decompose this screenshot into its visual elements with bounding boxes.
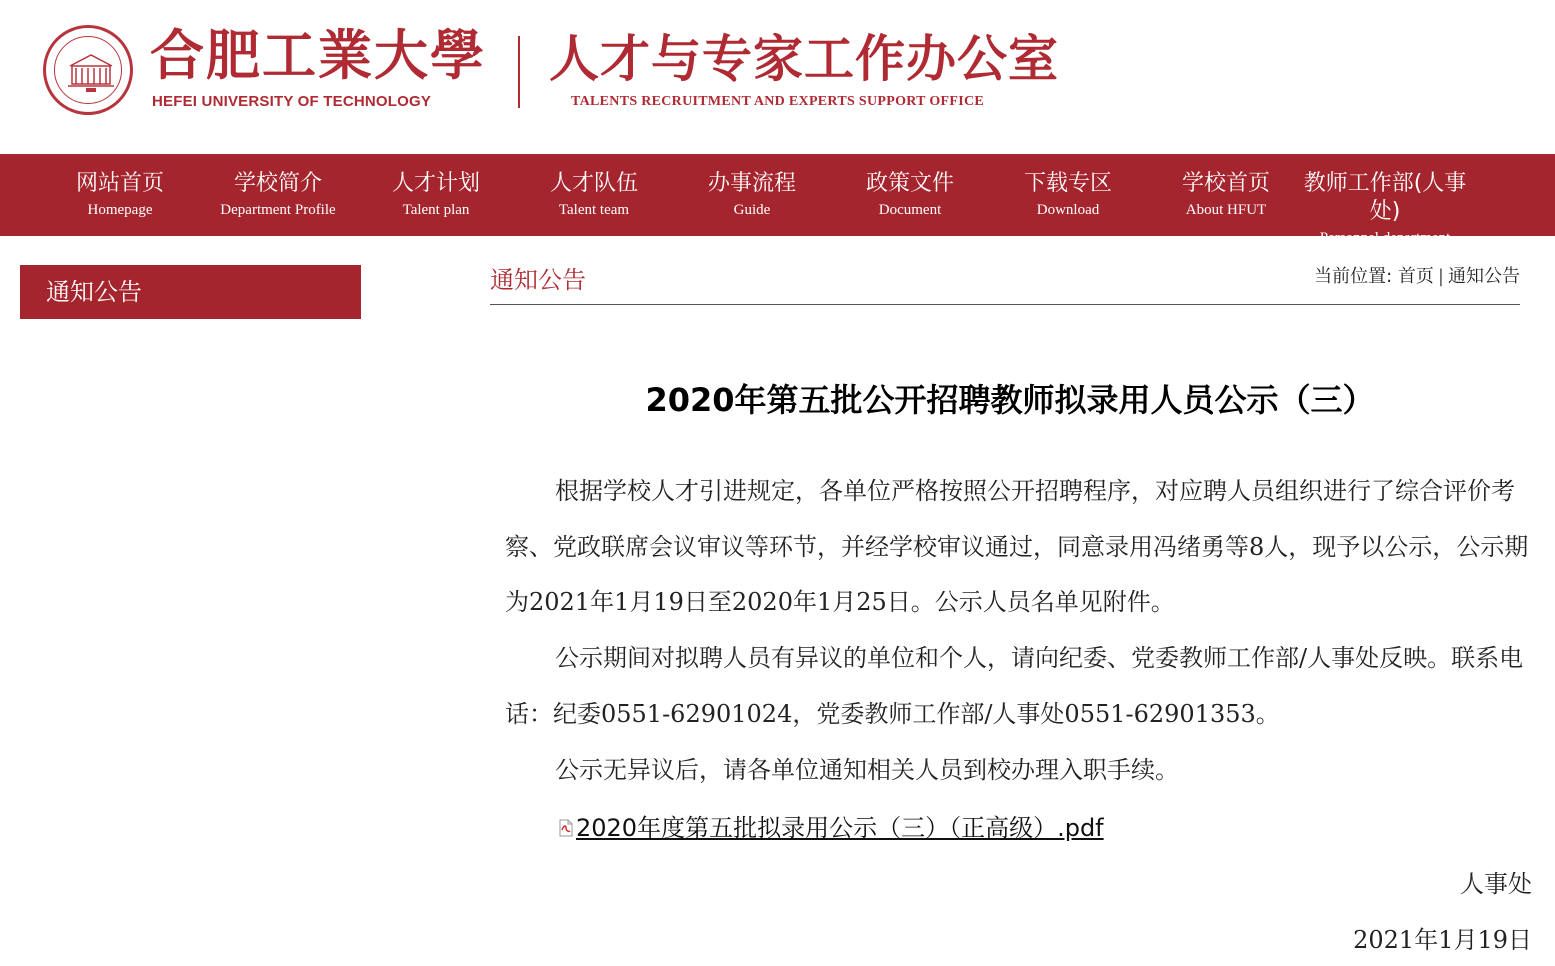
breadcrumb-current-link[interactable]: 通知公告 — [1448, 266, 1520, 287]
nav-label-cn: 网站首页 — [75, 171, 164, 196]
university-name-cn: 合肥工業大學 — [150, 23, 486, 87]
nav-label-cn: 教师工作部(人事处) — [1303, 171, 1467, 224]
nav-item-talent-plan[interactable] — [356, 154, 516, 236]
nav-label-en: Talent plan — [402, 202, 470, 218]
sidebar-title[interactable]: 通知公告 — [20, 265, 361, 319]
nav-label-cn: 政策文件 — [865, 171, 954, 196]
nav-label-cn: 学校首页 — [1181, 171, 1270, 196]
site-header — [0, 0, 1555, 154]
header-divider — [518, 36, 520, 108]
article-paragraph: 公示无异议后，请各单位通知相关人员到校办理入职手续。 — [555, 756, 1179, 784]
nav-label-en: Personnel department — [1319, 230, 1451, 246]
breadcrumb-label: 当前位置: — [1314, 266, 1393, 287]
university-name-en: HEFEI UNIVERSITY OF TECHNOLOGY — [152, 93, 432, 110]
nav-label-en: Download — [1036, 202, 1100, 218]
nav-label-cn: 办事流程 — [707, 171, 796, 196]
breadcrumb-separator: | — [1437, 266, 1444, 287]
nav-label-en: Homepage — [87, 202, 153, 218]
nav-label-cn: 下载专区 — [1023, 171, 1112, 196]
article-paragraph: 根据学校人才引进规定，各单位严格按照公开招聘程序，对应聘人员组织进行了综合评价考察、党政联席会议审议等环节，并经学校审议通过，同意录用冯绪勇等8人，现予以公示，公示期为2021年1月19日至2020年1月25日。公示人员名单见附件。 — [505, 477, 1529, 616]
nav-label-en: Department Profile — [220, 202, 336, 218]
nav-item-department-profile[interactable] — [198, 154, 358, 236]
content-header — [490, 260, 1520, 305]
article-title: 2020年第五批公开招聘教师拟录用人员公示（三） — [645, 381, 1375, 419]
nav-label-en: Document — [878, 202, 942, 218]
main-nav — [0, 154, 1555, 246]
attachment-link[interactable] — [558, 808, 1104, 848]
nav-item-about-hfut[interactable] — [1146, 154, 1306, 236]
building-icon — [46, 28, 136, 118]
breadcrumb — [1314, 265, 1520, 289]
nav-item-download[interactable] — [988, 154, 1148, 236]
breadcrumb-home-link[interactable]: 首页 — [1397, 266, 1434, 287]
article-paragraph: 公示期间对拟聘人员有异议的单位和个人，请向纪委、党委教师工作部/人事处反映。联系电话：纪委0551-62901024，党委教师工作部/人事处0551-62901353。 — [505, 644, 1524, 728]
nav-item-talent-team[interactable] — [514, 154, 674, 236]
nav-item-homepage[interactable] — [40, 154, 200, 236]
nav-label-en: About HFUT — [1185, 202, 1267, 218]
pdf-icon — [558, 819, 574, 837]
nav-label-cn: 学校简介 — [233, 171, 322, 196]
attachment-filename: 2020年度第五批拟录用公示（三）（正高级）.pdf — [576, 814, 1104, 842]
publish-date: 2021年1月19日 — [1353, 926, 1532, 954]
nav-item-guide[interactable] — [672, 154, 832, 236]
section-title: 通知公告 — [490, 266, 586, 294]
office-name-en: TALENTS RECRUITMENT AND EXPERTS SUPPORT OFFICE — [571, 94, 985, 109]
office-name-cn: 人才与专家工作办公室 — [549, 29, 1059, 88]
signature: 人事处 — [1460, 870, 1532, 898]
nav-item-document[interactable] — [830, 154, 990, 236]
nav-label-en: Guide — [733, 202, 771, 218]
nav-label-cn: 人才队伍 — [549, 171, 638, 196]
nav-label-cn: 人才计划 — [391, 171, 480, 196]
nav-label-en: Talent team — [558, 202, 630, 218]
university-seal-logo[interactable] — [43, 25, 133, 115]
nav-item-personnel-department[interactable] — [1290, 154, 1480, 246]
